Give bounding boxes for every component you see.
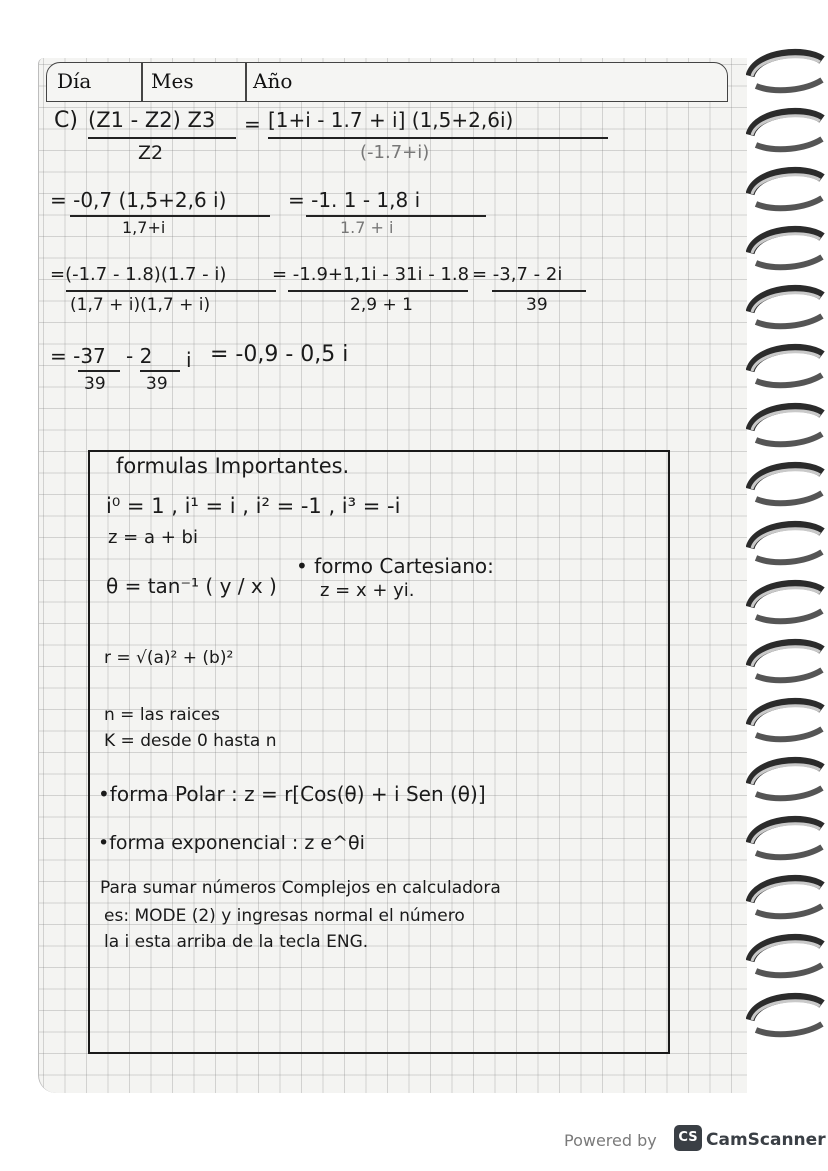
theta-formula: θ = tan⁻¹ ( y / x ): [106, 574, 277, 598]
calculator-note: la i esta arriba de la tecla ENG.: [104, 932, 369, 952]
spiral-coil-icon: [746, 105, 826, 157]
fraction-bar: [78, 370, 120, 372]
spiral-coil-icon: [746, 164, 826, 216]
binomial-form: z = a + bi: [108, 527, 198, 548]
spiral-coil-icon: [746, 518, 826, 570]
fraction-denominator: 39: [526, 295, 548, 315]
part-label: C): [54, 108, 78, 133]
spiral-coil-icon: [746, 636, 826, 688]
fraction-denominator: (1,7 + i)(1,7 + i): [70, 295, 211, 315]
fraction-numerator: = -37: [50, 344, 106, 368]
fraction-denominator: 2,9 + 1: [350, 295, 413, 315]
spiral-coil-icon: [746, 459, 826, 511]
fraction-denominator: Z2: [138, 142, 164, 164]
imaginary-powers: i⁰ = 1 , i¹ = i , i² = -1 , i³ = -i: [106, 494, 401, 518]
fraction-bar: [88, 137, 236, 139]
calculator-note: es: MODE (2) y ingresas normal el número: [104, 906, 465, 926]
powered-by-text: Powered by: [564, 1131, 657, 1150]
day-label: Día: [57, 69, 92, 93]
modulus-formula: r = √(a)² + (b)²: [104, 648, 234, 668]
result: = -0,9 - 0,5 i: [210, 342, 349, 367]
spiral-coil-icon: [746, 931, 826, 983]
spiral-coil-icon: [746, 577, 826, 629]
fraction-bar: [268, 137, 608, 139]
spiral-coil-icon: [746, 754, 826, 806]
fraction-numerator: = -3,7 - 2i: [472, 264, 563, 285]
fraction-numerator: (Z1 - Z2) Z3: [88, 108, 216, 132]
fraction-numerator: [1+i - 1.7 + i] (1,5+2,6i): [268, 108, 514, 132]
formulas-title: formulas Importantes.: [116, 454, 350, 478]
fraction-bar: [306, 215, 486, 217]
fraction-denominator: 39: [84, 374, 106, 394]
date-header: [46, 62, 728, 102]
spiral-coil-icon: [746, 990, 826, 1042]
fraction-bar: [66, 290, 276, 292]
fraction-numerator: = -0,7 (1,5+2,6 i): [50, 188, 227, 212]
spiral-coil-icon: [746, 872, 826, 924]
n-definition: n = las raices: [104, 705, 221, 725]
year-label: Año: [253, 69, 293, 93]
spiral-coil-icon: [746, 695, 826, 747]
exponential-form: •forma exponencial : z e^θi: [98, 832, 365, 854]
imaginary-unit: i: [186, 348, 192, 372]
spiral-coil-icon: [746, 282, 826, 334]
cartesian-title: • formo Cartesiano:: [296, 554, 494, 578]
spiral-coil-icon: [746, 341, 826, 393]
fraction-denominator: (-1.7+i): [360, 142, 430, 163]
k-definition: K = desde 0 hasta n: [104, 731, 277, 751]
fraction-bar: [492, 290, 586, 292]
spiral-coil-icon: [746, 223, 826, 275]
equals-sign: =: [244, 112, 261, 136]
header-divider: [245, 63, 247, 101]
fraction-denominator: 1.7 + i: [340, 218, 394, 237]
calculator-note: Para sumar números Complejos en calculadora: [100, 878, 501, 898]
fraction-bar: [140, 370, 180, 372]
fraction-bar: [288, 290, 468, 292]
fraction-denominator: 39: [146, 374, 168, 394]
fraction-denominator: 1,7+i: [122, 218, 166, 237]
spiral-coil-icon: [746, 46, 826, 98]
camscanner-brand: CamScanner: [706, 1130, 826, 1150]
header-divider: [141, 63, 143, 101]
spiral-coil-icon: [746, 813, 826, 865]
cartesian-formula: z = x + yi.: [320, 580, 415, 601]
fraction-bar: [70, 215, 270, 217]
fraction-numerator: = -1. 1 - 1,8 i: [288, 188, 421, 212]
month-label: Mes: [151, 69, 194, 93]
camscanner-logo-icon: CS: [674, 1125, 702, 1151]
footer: [0, 1110, 828, 1171]
fraction-numerator: = -1.9+1,1i - 31i - 1.8: [272, 264, 470, 285]
fraction-numerator: - 2: [126, 344, 153, 368]
fraction-numerator: =(-1.7 - 1.8)(1.7 - i): [50, 264, 227, 285]
polar-form: •forma Polar : z = r[Cos(θ) + i Sen (θ)]: [98, 782, 486, 806]
spiral-coil-icon: [746, 400, 826, 452]
